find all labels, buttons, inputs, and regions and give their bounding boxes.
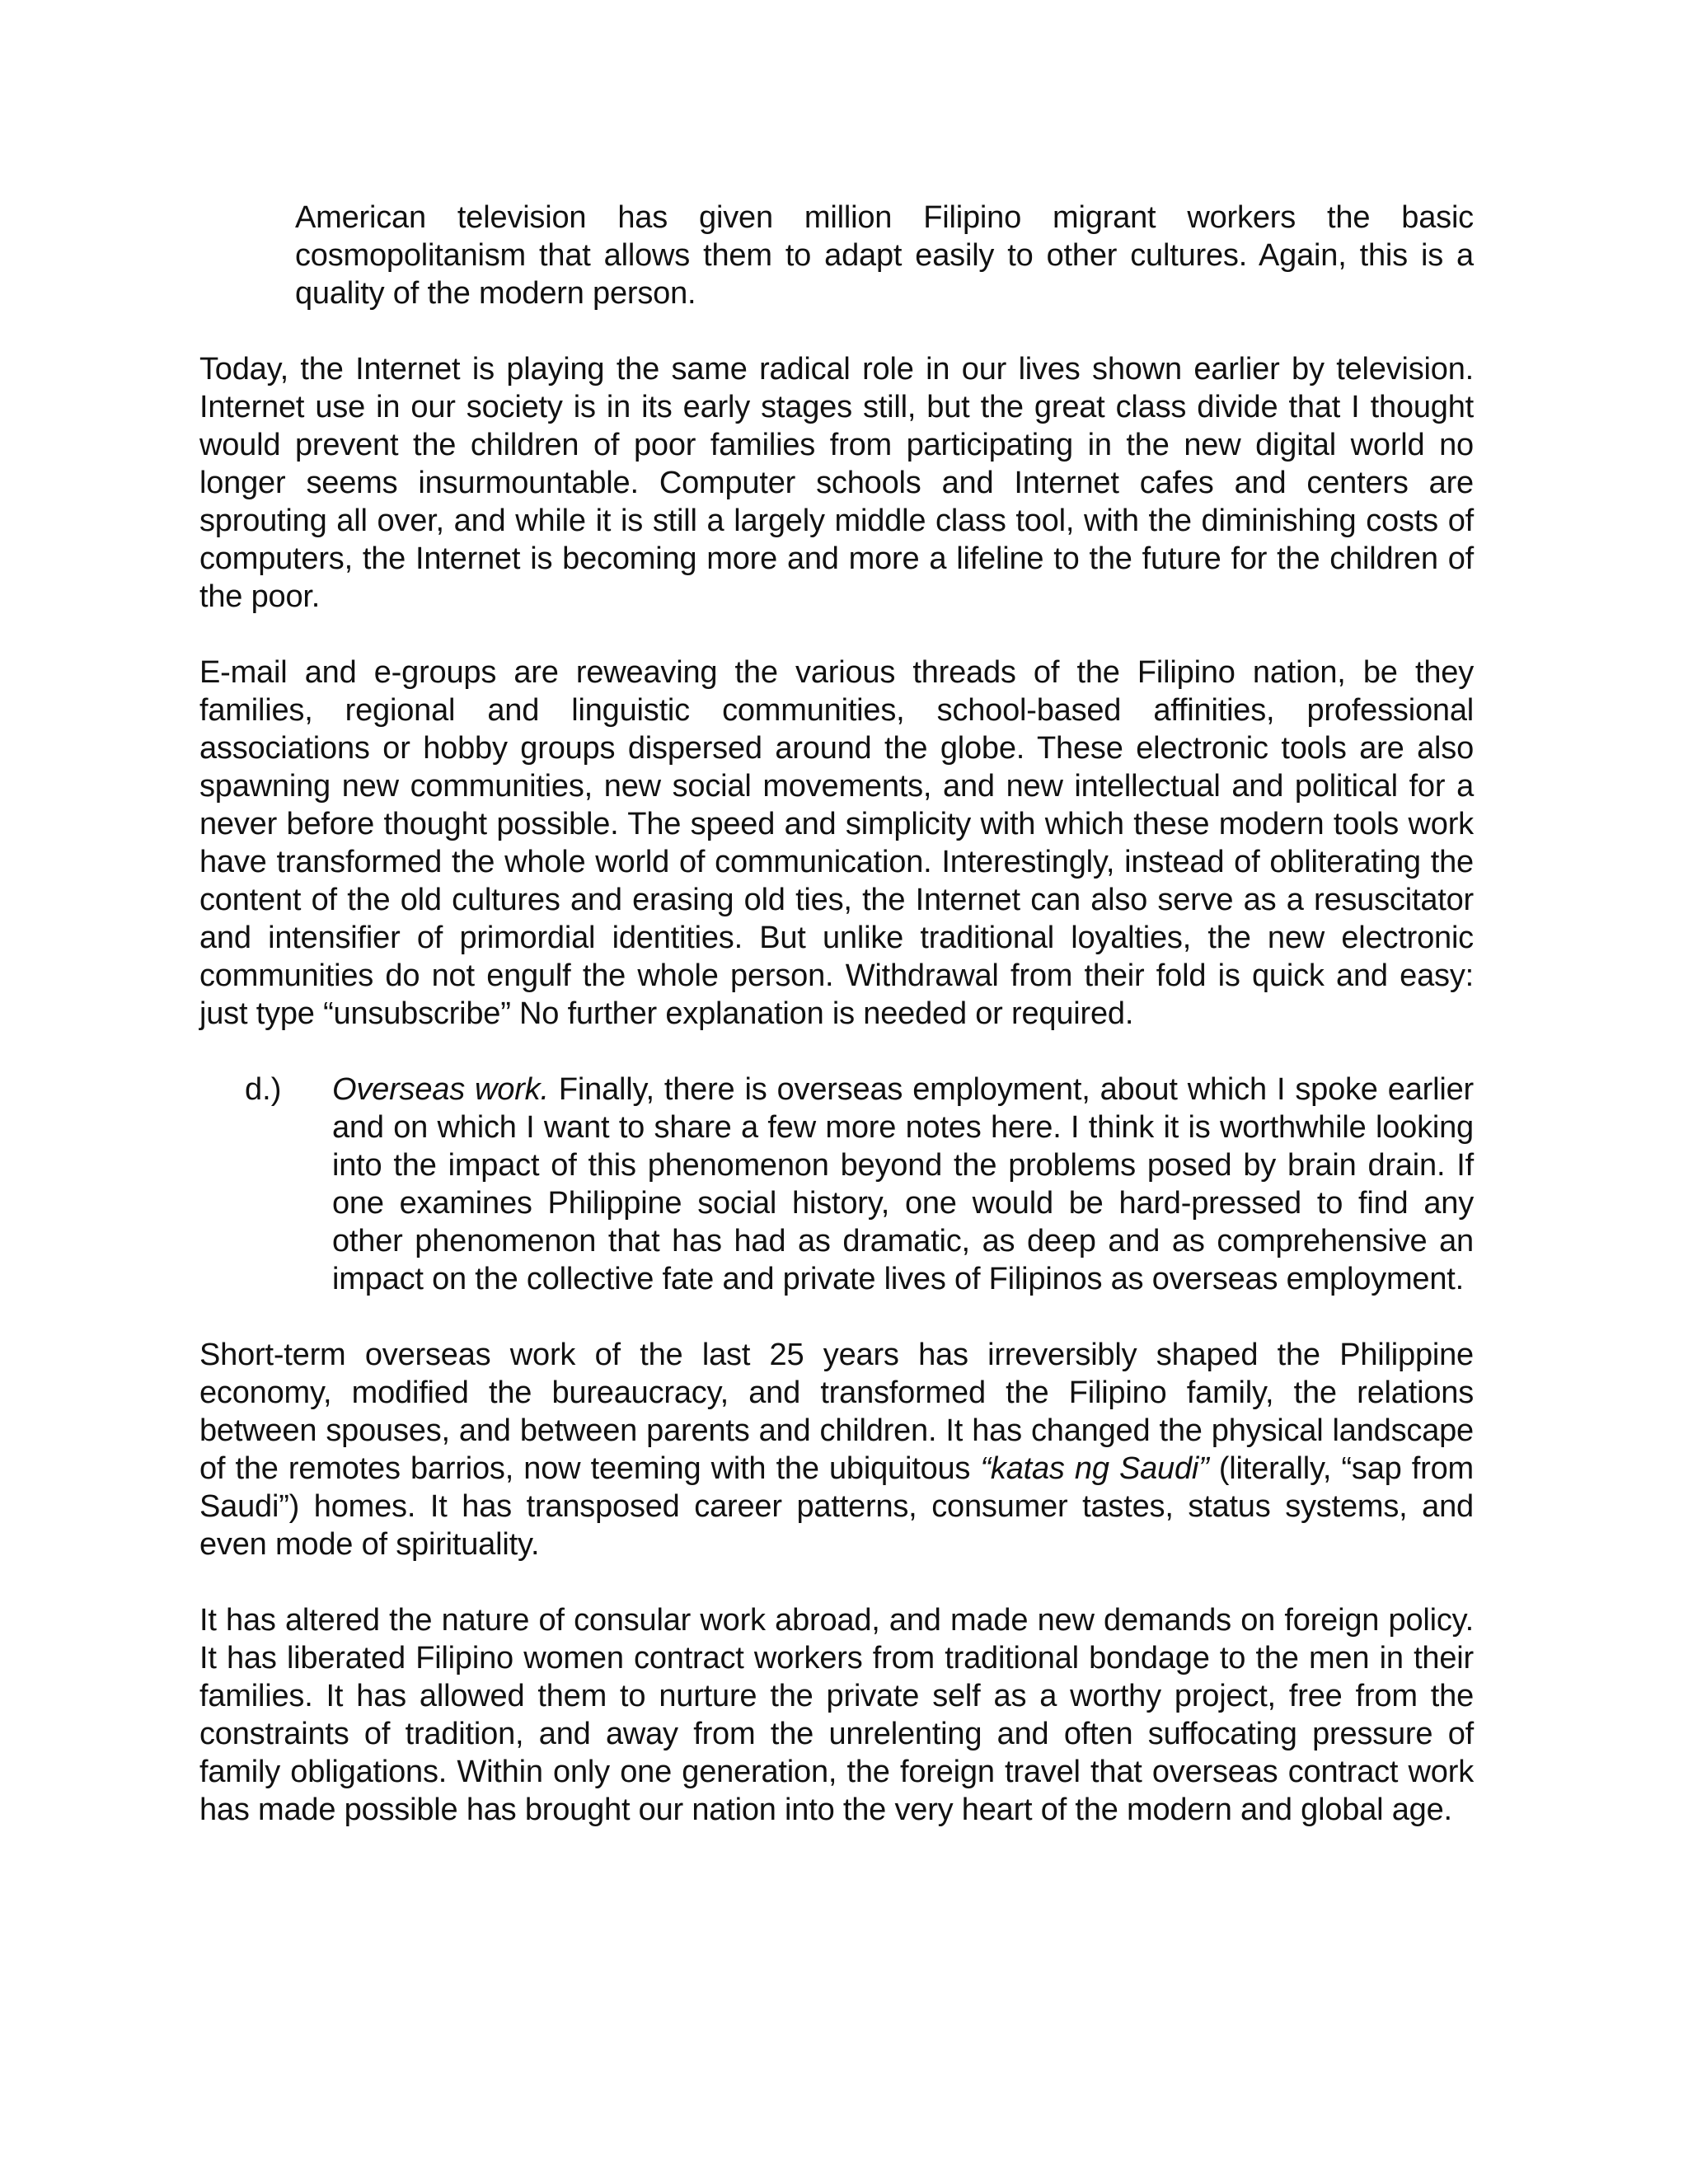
short-term-paragraph	[199, 1336, 1474, 1563]
television-paragraph: American television has given million Filipino migrant workers the basic cosmopolitanism that allows them to adapt easily to other cultures. Again, this is a quality of the modern person.	[295, 200, 1474, 311]
short-term-text-start: Short-term overseas work of the last 25 years has irreversibly shaped the Philippine economy, modified the bureaucracy, and transformed the Filipino family, the relations between spouses, and between parents and children. It has changed the physical landscape of the remotes barrios, now teeming with the ubiquitous	[199, 1338, 1474, 1486]
email-paragraph: E-mail and e-groups are reweaving the various threads of the Filipino nation, be they families, regional and linguistic communities, school-based affinities, professional associations or hobby groups dispersed around the globe. These electronic tools are also spawning new communities, new social movements, and new intellectual and political for a never before thought possible. The speed and simplicity with which these modern tools work have transformed the whole world of communication. Interestingly, instead of obliterating the content of the old cultures and erasing old ties, the Internet can also serve as a resuscitator and intensifier of primordial identities. But unlike traditional loyalties, the new electronic communities do not engulf the whole person. Withdrawal from their fold is quick and easy: just type “unsubscribe” No further explanation is needed or required.	[199, 655, 1474, 1031]
list-marker: d.)	[245, 1072, 282, 1107]
short-term-italic-phrase: “katas ng Saudi”	[980, 1451, 1209, 1486]
list-item-title: Overseas work.	[332, 1072, 549, 1107]
list-item-text: Finally, there is overseas employment, about which I spoke earlier and on which I want to share a few more notes here. I think it is worthwhile looking into the impact of this phenomenon beyond the problems posed by brain drain. If one examines Philippine social history, one would be hard-pressed to find any other phenomenon that has had as dramatic, as deep and as comprehensive an impact on the collective fate and private lives of Filipinos as overseas employment.	[332, 1072, 1474, 1296]
internet-paragraph: Today, the Internet is playing the same radical role in our lives shown earlier by television. Internet use in our society is in its early stages still, but the great class divide that I thought would prevent the children of poor families from participating in the new digital world no longer seems insurmountable. Computer schools and Internet cafes and centers are sprouting all over, and while it is still a largely middle class tool, with the diminishing costs of computers, the Internet is becoming more and more a lifeline to the future for the children of the poor.	[199, 352, 1474, 614]
altered-paragraph: It has altered the nature of consular work abroad, and made new demands on foreign policy. It has liberated Filipino women contract workers from traditional bondage to the men in their families. It has allowed them to nurture the private self as a worthy project, free from the constraints of tradition, and away from the unrelenting and often suffocating pressure of family obligations. Within only one generation, the foreign travel that overseas contract work has made possible has brought our nation into the very heart of the modern and global age.	[199, 1603, 1474, 1827]
list-item-body	[332, 1071, 1474, 1298]
short-term-text-end: (literally, “sap from Saudi”) homes. It has transposed career patterns, consumer tastes, status systems, and even mode of spirituality.	[199, 1451, 1475, 1562]
